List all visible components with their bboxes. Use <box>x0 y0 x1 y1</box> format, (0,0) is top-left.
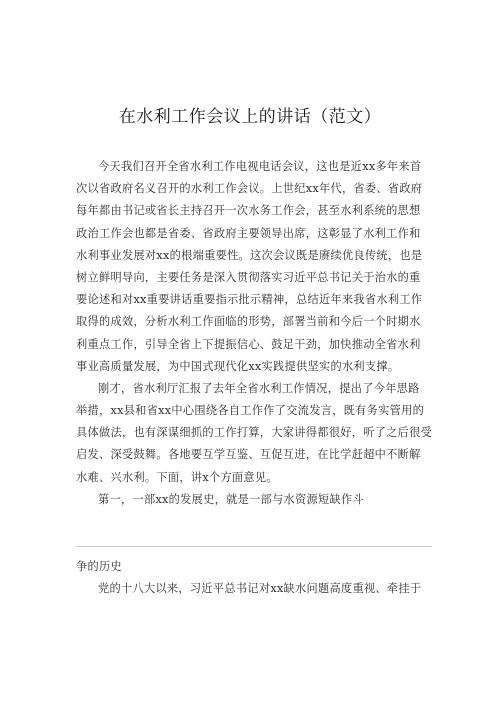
page-divider <box>76 546 432 547</box>
paragraph1-line: 要论述和对xx重要讲话重要指示批示精神，总结近年来我省水利工作 <box>76 293 423 307</box>
paragraph1-line: 事业高质量发展，为中国式现代化xx实践提供坚实的水利支撑。 <box>76 359 400 373</box>
paragraph1-line: 水利事业发展对xx的根端重要性。这次会议既是赓续优良传统，也是 <box>76 248 423 262</box>
paragraph4-line: 党的十八大以来，习近平总书记对xx缺水问题高度重视、牵挂于 <box>98 582 422 596</box>
paragraph2-line: 启发、深受鼓舞。各地要互学互鉴、互促互进，在比学赶超中不断解 <box>76 448 421 462</box>
section-heading-line: 第一，一部xx的发展史，就是一部与水资源短缺作斗 <box>98 492 364 506</box>
document-body <box>76 156 433 511</box>
paragraph1-line: 每年都由书记或省长主持召开一次水务工作会，甚至水利系统的思想 <box>76 204 421 218</box>
paragraph1-line: 次以省政府名义召开的水利工作会议。上世纪xx年代，省委、省政府 <box>76 182 423 196</box>
paragraph2-line: 具体做法，也有深谋细抓的工作打算，大家讲得都很好，听了之后很受 <box>76 426 433 440</box>
section-heading-continued: 争的历史 <box>76 560 122 573</box>
paragraph2-line: 刚才，省水利厅汇报了去年全省水利工作情况，提出了今年思路 <box>98 381 420 395</box>
paragraph1-line: 政治工作会也都是省委、省政府主要领导出席，这彰显了水利工作和 <box>76 226 421 240</box>
paragraph1-line: 利重点工作，引导全省上下提振信心、鼓足干劲，加快推动全省水利 <box>76 337 421 351</box>
paragraph1-line: 取得的成效，分析水利工作面临的形势，部署当前和今后一个时期水 <box>76 315 421 329</box>
document-title: 在水利工作会议上的讲话（范文） <box>118 107 382 127</box>
paragraph1-line: 树立鲜明导向，主要任务是深入贯彻落实习近平总书记关于治水的重 <box>76 270 421 284</box>
paragraph1-line: 今天我们召开全省水利工作电视电话会议，这也是近xx多年来首 <box>98 160 422 173</box>
document-body-continued <box>76 556 428 600</box>
paragraph2-line: 举措，xx县和省xx中心围绕各自工作作了交流发言，既有务实管用的 <box>76 404 425 418</box>
paragraph2-line: 水难、兴水利。下面，讲x个方面意见。 <box>76 470 278 484</box>
